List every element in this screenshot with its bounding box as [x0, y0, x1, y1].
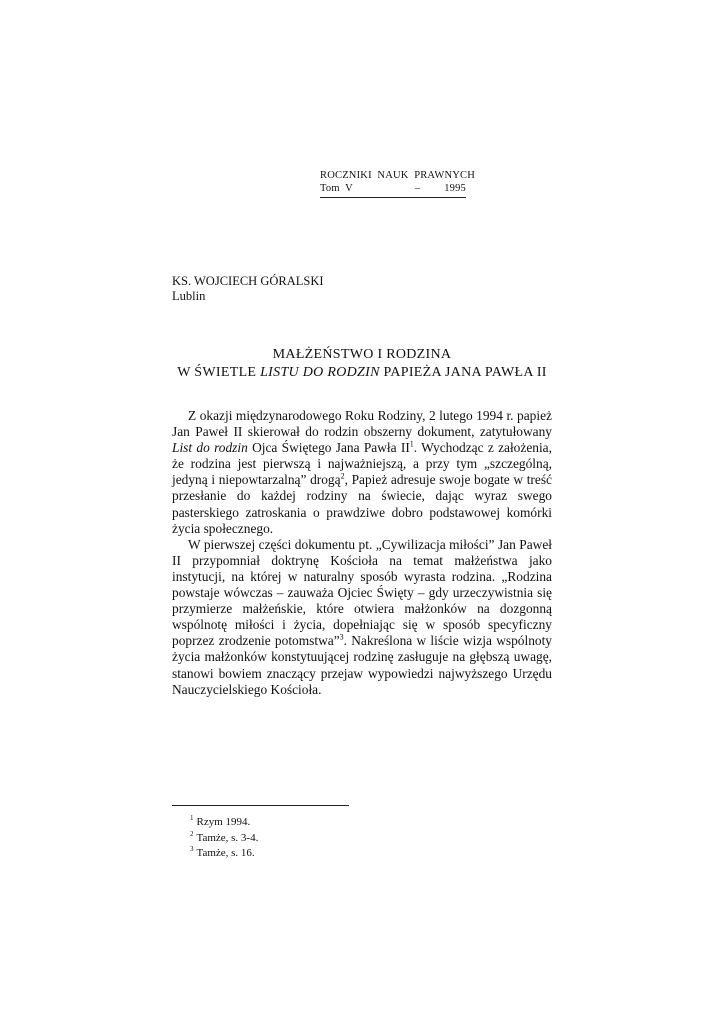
paragraph-1-text-a: Z okazji międzynarodowego Roku Rodziny, 2 lutego 1994 r. papież Jan Paweł II skierował do rodzin obszerny dokument, zatytułowany	[172, 408, 552, 440]
paragraph-2-text-a: W pierwszej części dokumentu pt. „Cywilizacja miłości” Jan Paweł II przypomniał doktrynę Kościoła na temat małżeństwa jako instytucji, na której w naturalny sposób wyrasta rodzina. „Rodzina powstaje wówczas – zauważa Ojciec Święty – gdy urzeczywistnia się przymierze małżeńskie, które otwiera małżonków na dozgonną wspólnotę miłości i życia, dopełniając się w sposób specyficzny poprzez zrodzenie potomstwa”	[172, 536, 552, 649]
footnote-ref-3[interactable]: 3	[339, 632, 344, 642]
footnote-2	[190, 831, 258, 847]
paragraph-2-text-b: . Nakreślona w liście wizja wspólnoty życia małżonków konstytuującej rodzinę zasługuje na głębszą uwagę, stanowi bowiem znaczący przejaw wypowiedzi najwyższego Urzędu Nauczycielskiego Kościoła.	[172, 633, 552, 697]
journal-volume: Tom V	[320, 183, 353, 194]
footnote-3-number: 3	[190, 845, 194, 854]
paragraph-1-text-b: Ojca Świętego Jana Pawła II	[247, 440, 410, 456]
footnote-2-number: 2	[190, 829, 194, 838]
title-line-2	[172, 364, 552, 382]
author-block	[172, 274, 324, 304]
footnotes	[190, 815, 258, 862]
footnote-3-text: Tamże, s. 16.	[196, 847, 255, 859]
journal-volume-line	[320, 182, 466, 198]
journal-year: 1995	[444, 183, 466, 194]
journal-dash: –	[414, 183, 421, 194]
author-affiliation: Lublin	[172, 289, 206, 303]
paragraph-1	[172, 408, 552, 537]
title-line-2-suffix: PAPIEŻA JANA PAWŁA II	[379, 365, 547, 380]
journal-name: ROCZNIKI NAUK PRAWNYCH	[320, 170, 476, 181]
author-name: KS. WOJCIECH GÓRALSKI	[172, 274, 324, 288]
footnote-ref-1[interactable]: 1	[409, 439, 414, 449]
title-line-2-italic: LISTU DO RODZIN	[260, 365, 380, 380]
footnote-divider	[172, 805, 349, 806]
article-title	[172, 346, 552, 382]
footnote-1-number: 1	[190, 814, 194, 823]
footnote-ref-2[interactable]: 2	[340, 471, 345, 481]
footnote-1-text: Rzym 1994.	[196, 816, 251, 828]
paragraph-1-italic: List do rodzin	[172, 440, 248, 456]
article-body	[172, 408, 552, 698]
paragraph-2	[172, 537, 552, 698]
footnote-1	[190, 815, 258, 831]
journal-header	[320, 169, 476, 198]
title-line-2-prefix: W ŚWIETLE	[177, 365, 261, 380]
paragraph-1-text-c: . Wychodząc z założenia, że rodzina jest pierwszą i najważniejszą, a przy tym „szczególną, jedyną i niepowtarzalną” drogą	[172, 440, 552, 488]
title-line-1: MAŁŻEŃSTWO I RODZINA	[272, 347, 452, 362]
paragraph-1-text-d: , Papież adresuje swoje bogate w treść przesłanie do każdej rodziny na świecie, dając wyraz swego pasterskiego zatroskania o prawdziwe dobro podstawowej komórki życia społecznego.	[172, 472, 552, 536]
footnote-3	[190, 846, 258, 862]
footnote-2-text: Tamże, s. 3-4.	[196, 831, 259, 844]
